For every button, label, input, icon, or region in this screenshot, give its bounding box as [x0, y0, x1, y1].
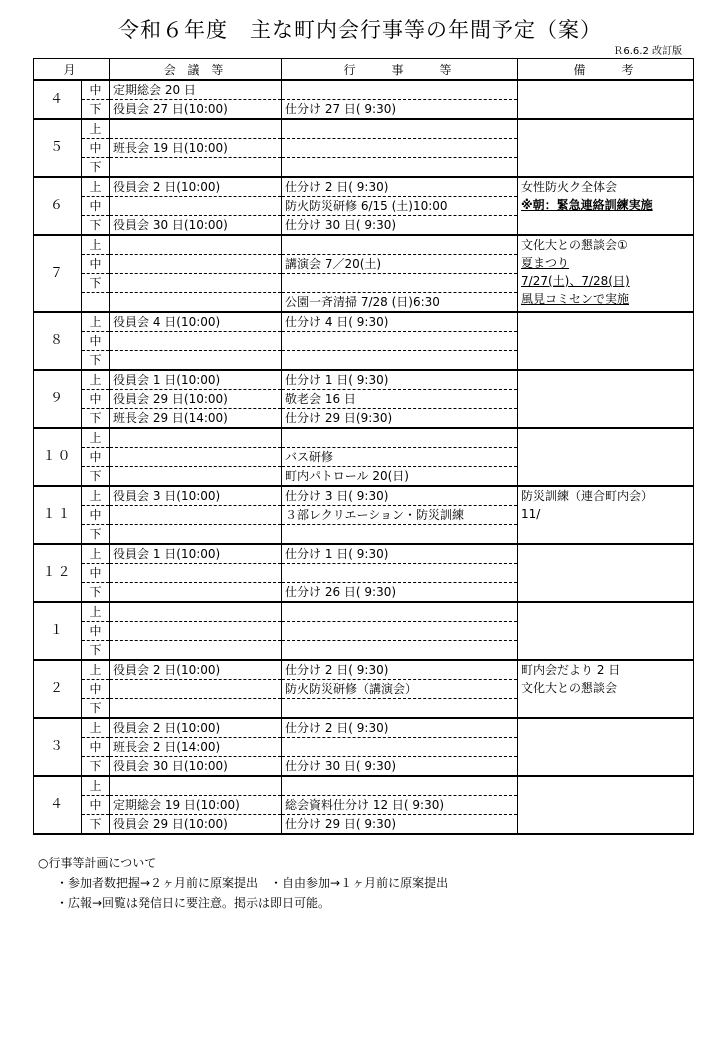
period-cell: 下	[82, 641, 110, 661]
note-line: 11/	[521, 507, 541, 521]
note-cell	[518, 602, 694, 660]
period-cell: 下	[82, 467, 110, 487]
note-line: 文化大との懇談会	[521, 681, 618, 695]
note-cell	[518, 177, 694, 235]
period-cell: 上	[82, 312, 110, 332]
table-row	[34, 602, 694, 622]
meeting-cell: 定期総会 20 日	[110, 80, 282, 100]
meeting-cell: 役員会 29 日(10:00)	[110, 815, 282, 835]
period-cell: 上	[82, 370, 110, 390]
period-cell: 中	[82, 139, 110, 158]
note-cell	[518, 119, 694, 177]
event-cell	[282, 428, 518, 448]
period-cell: 上	[82, 428, 110, 448]
event-cell	[282, 119, 518, 139]
meeting-cell	[110, 467, 282, 487]
period-cell: 上	[82, 718, 110, 738]
note-cell	[518, 660, 694, 718]
event-cell	[282, 158, 518, 178]
meeting-cell	[110, 680, 282, 699]
revision-label: Ｒ6.6.2 改訂版	[613, 46, 682, 57]
event-cell	[282, 235, 518, 255]
table-row	[34, 80, 694, 100]
period-cell: 上	[82, 177, 110, 197]
event-cell: ３部レクリエーション・防災訓練	[282, 506, 518, 525]
meeting-cell: 役員会 27 日(10:00)	[110, 100, 282, 120]
period-cell: 下	[82, 525, 110, 545]
period-cell: 中	[82, 738, 110, 757]
event-cell: 公園一斉清掃 7/28 (日)6:30	[282, 293, 518, 313]
table-row	[34, 235, 694, 255]
event-cell	[282, 80, 518, 100]
period-cell: 上	[82, 602, 110, 622]
event-cell: 仕分け 29 日(9:30)	[282, 409, 518, 429]
note-cell	[518, 544, 694, 602]
meeting-cell	[110, 506, 282, 525]
period-cell: 下	[82, 815, 110, 835]
meeting-cell: 役員会 29 日(10:00)	[110, 390, 282, 409]
note-line: 7/27(土)、7/28(日)	[521, 274, 630, 288]
period-cell: 中	[82, 80, 110, 100]
period-cell: 中	[82, 448, 110, 467]
period-cell: 中	[82, 564, 110, 583]
meeting-cell	[110, 699, 282, 719]
table-row	[34, 718, 694, 738]
event-cell: 仕分け 3 日( 9:30)	[282, 486, 518, 506]
table-row	[34, 370, 694, 390]
period-cell: 上	[82, 660, 110, 680]
meeting-cell: 定期総会 19 日(10:00)	[110, 796, 282, 815]
meeting-cell	[110, 525, 282, 545]
period-cell: 中	[82, 390, 110, 409]
table-row	[34, 428, 694, 448]
note-cell	[518, 80, 694, 119]
period-cell: 中	[82, 680, 110, 699]
period-cell	[82, 293, 110, 313]
period-cell: 中	[82, 506, 110, 525]
period-cell: 下	[82, 409, 110, 429]
event-cell	[282, 622, 518, 641]
month-cell: ３	[34, 718, 82, 776]
event-cell: バス研修	[282, 448, 518, 467]
note-line: 夏まつり	[521, 256, 570, 270]
note-line: 女性防火ク全体会	[521, 180, 618, 194]
note-line: ※朝：緊急連絡訓練実施	[521, 198, 653, 212]
event-cell: 仕分け 30 日( 9:30)	[282, 216, 518, 236]
meeting-cell	[110, 293, 282, 313]
month-cell: １０	[34, 428, 82, 486]
month-cell: ９	[34, 370, 82, 428]
header-event: 行 事 等	[282, 59, 518, 81]
event-cell: 町内パトロール 20(日)	[282, 467, 518, 487]
header-note: 備 考	[518, 59, 694, 81]
note-cell	[518, 235, 694, 312]
event-cell: 仕分け 4 日( 9:30)	[282, 312, 518, 332]
month-cell: ７	[34, 235, 82, 312]
period-cell: 中	[82, 197, 110, 216]
period-cell: 下	[82, 216, 110, 236]
meeting-cell: 役員会 2 日(10:00)	[110, 718, 282, 738]
note-line: 町内会だより 2 日	[521, 663, 621, 677]
period-cell: 上	[82, 119, 110, 139]
meeting-cell	[110, 197, 282, 216]
period-cell: 下	[82, 757, 110, 777]
meeting-cell	[110, 428, 282, 448]
meeting-cell: 役員会 2 日(10:00)	[110, 177, 282, 197]
event-cell	[282, 351, 518, 371]
month-cell: ４	[34, 776, 82, 834]
event-cell	[282, 332, 518, 351]
event-cell	[282, 139, 518, 158]
month-cell: ２	[34, 660, 82, 718]
event-cell: 講演会 7／20(土)	[282, 255, 518, 274]
note-cell	[518, 370, 694, 428]
note-cell	[518, 428, 694, 486]
header-row	[34, 59, 694, 81]
event-cell: 敬老会 16 日	[282, 390, 518, 409]
meeting-cell: 班長会 19 日(10:00)	[110, 139, 282, 158]
table-row	[34, 486, 694, 506]
month-cell: ４	[34, 80, 82, 119]
meeting-cell	[110, 255, 282, 274]
month-cell: ６	[34, 177, 82, 235]
period-cell: 下	[82, 100, 110, 120]
table-row	[34, 119, 694, 139]
event-cell: 仕分け 2 日( 9:30)	[282, 177, 518, 197]
period-cell: 下	[82, 583, 110, 603]
meeting-cell	[110, 776, 282, 796]
footer-notes	[38, 853, 448, 913]
event-cell	[282, 564, 518, 583]
event-cell	[282, 776, 518, 796]
event-cell	[282, 641, 518, 661]
event-cell	[282, 525, 518, 545]
note-cell	[518, 718, 694, 776]
meeting-cell	[110, 622, 282, 641]
meeting-cell: 役員会 30 日(10:00)	[110, 216, 282, 236]
meeting-cell	[110, 235, 282, 255]
meeting-cell	[110, 274, 282, 293]
meeting-cell: 役員会 4 日(10:00)	[110, 312, 282, 332]
meeting-cell	[110, 641, 282, 661]
schedule-table	[33, 58, 694, 835]
schedule-body	[34, 80, 694, 834]
period-cell: 中	[82, 622, 110, 641]
event-cell: 総会資料仕分け 12 日( 9:30)	[282, 796, 518, 815]
meeting-cell	[110, 158, 282, 178]
header-meeting: 会 議 等	[110, 59, 282, 81]
event-cell: 仕分け 1 日( 9:30)	[282, 544, 518, 564]
event-cell: 防火防災研修（講演会）	[282, 680, 518, 699]
meeting-cell: 役員会 2 日(10:00)	[110, 660, 282, 680]
note-line: 文化大との懇談会①	[521, 238, 628, 252]
month-cell: １２	[34, 544, 82, 602]
event-cell: 仕分け 27 日( 9:30)	[282, 100, 518, 120]
note-cell	[518, 312, 694, 370]
footer-line-1: ・参加者数把握→２ヶ月前に原案提出 ・自由参加→１ヶ月前に原案提出	[56, 876, 449, 890]
period-cell: 下	[82, 274, 110, 293]
event-cell	[282, 274, 518, 293]
event-cell: 防火防災研修 6/15 (土)10:00	[282, 197, 518, 216]
month-cell: ８	[34, 312, 82, 370]
event-cell: 仕分け 2 日( 9:30)	[282, 660, 518, 680]
table-row	[34, 177, 694, 197]
month-cell: １	[34, 602, 82, 660]
event-cell	[282, 602, 518, 622]
event-cell: 仕分け 30 日( 9:30)	[282, 757, 518, 777]
note-cell	[518, 776, 694, 834]
meeting-cell: 班長会 29 日(14:00)	[110, 409, 282, 429]
period-cell: 中	[82, 796, 110, 815]
event-cell	[282, 699, 518, 719]
period-cell: 上	[82, 486, 110, 506]
period-cell: 中	[82, 332, 110, 351]
event-cell: 仕分け 2 日( 9:30)	[282, 718, 518, 738]
note-line: 風見コミセンで実施	[521, 292, 630, 306]
meeting-cell	[110, 602, 282, 622]
event-cell: 仕分け 26 日( 9:30)	[282, 583, 518, 603]
meeting-cell: 役員会 3 日(10:00)	[110, 486, 282, 506]
footer-heading: ○行事等計画について	[38, 856, 157, 870]
period-cell: 下	[82, 158, 110, 178]
month-cell: １１	[34, 486, 82, 544]
note-line: 防災訓練（連合町内会）	[521, 489, 654, 503]
meeting-cell	[110, 332, 282, 351]
period-cell: 下	[82, 699, 110, 719]
period-cell: 中	[82, 255, 110, 274]
header-month: 月	[34, 59, 110, 81]
meeting-cell	[110, 351, 282, 371]
period-cell: 上	[82, 776, 110, 796]
table-row	[34, 544, 694, 564]
meeting-cell: 班長会 2 日(14:00)	[110, 738, 282, 757]
event-cell	[282, 738, 518, 757]
table-row	[34, 312, 694, 332]
event-cell: 仕分け 29 日( 9:30)	[282, 815, 518, 835]
note-cell	[518, 486, 694, 544]
period-cell: 下	[82, 351, 110, 371]
period-cell: 上	[82, 544, 110, 564]
page-title: 令和６年度 主な町内会行事等の年間予定（案）	[118, 18, 602, 42]
meeting-cell	[110, 448, 282, 467]
meeting-cell	[110, 564, 282, 583]
table-row	[34, 660, 694, 680]
meeting-cell: 役員会 1 日(10:00)	[110, 370, 282, 390]
month-cell: ５	[34, 119, 82, 177]
event-cell: 仕分け 1 日( 9:30)	[282, 370, 518, 390]
period-cell: 上	[82, 235, 110, 255]
footer-line-2: ・広報→回覧は発信日に要注意。掲示は即日可能。	[56, 896, 331, 910]
meeting-cell: 役員会 30 日(10:00)	[110, 757, 282, 777]
meeting-cell: 役員会 1 日(10:00)	[110, 544, 282, 564]
table-row	[34, 776, 694, 796]
meeting-cell	[110, 119, 282, 139]
meeting-cell	[110, 583, 282, 603]
